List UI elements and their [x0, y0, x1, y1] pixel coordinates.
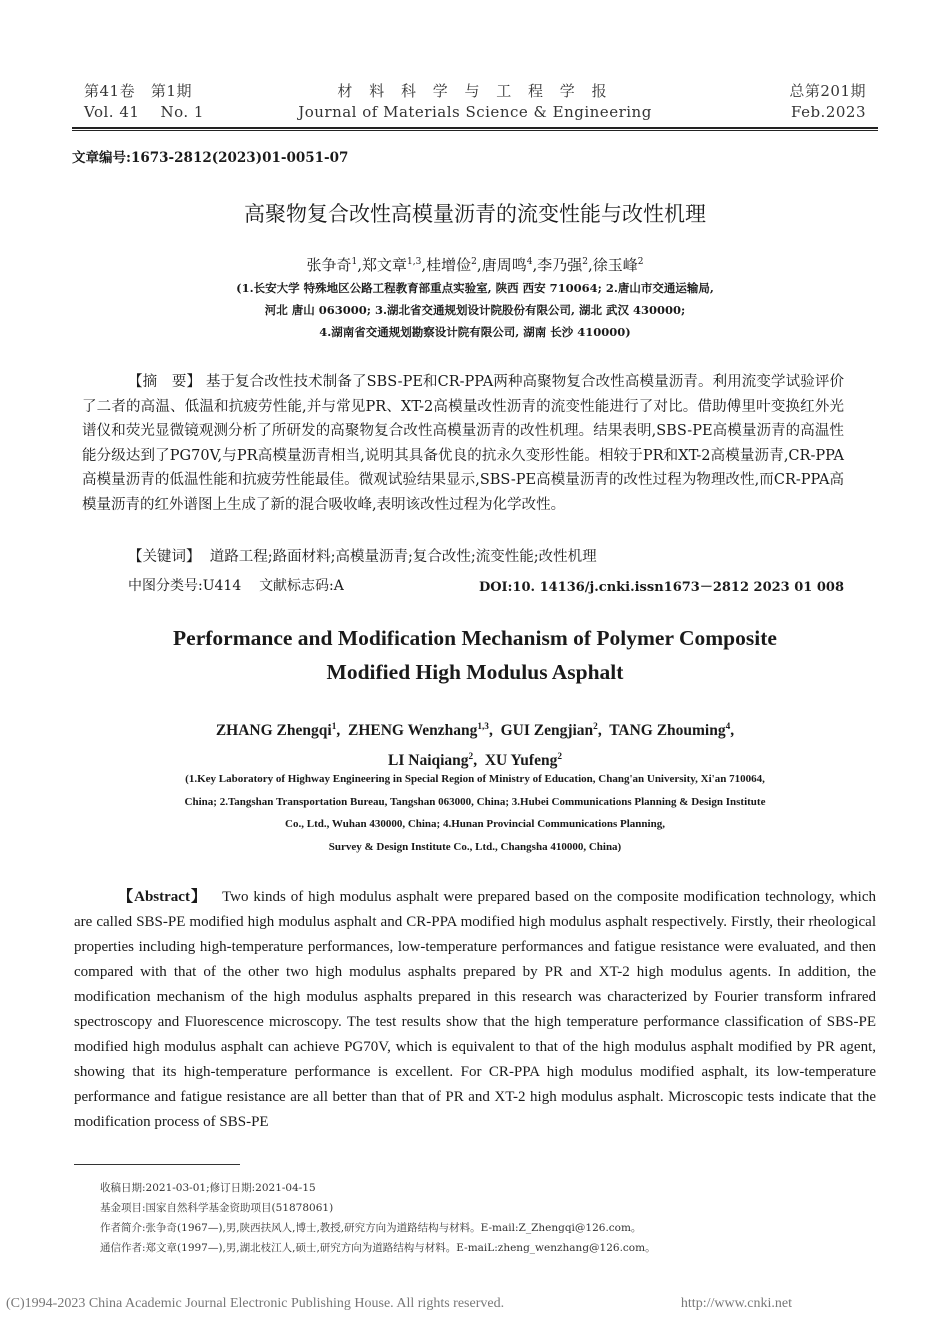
en-affiliation-line: China; 2.Tangshan Transportation Bureau, Tangshan 063000, China; 3.Hubei Communications Planning & Design Institute	[184, 795, 766, 808]
en-author: LI Naiqiang$^2$	[388, 752, 474, 770]
journal-name-en: Journal of Materials Science & Engineering	[298, 103, 652, 121]
footnote-corresponding: 通信作者:郑文章(1997—),男,湖北枝江人,硕士,研究方向为道路结构与材料。E-maiL:zheng_wenzhang@126.com。	[100, 1242, 656, 1254]
en-authors-line: LI Naiqiang$^2$, XU Yufeng$^2$	[388, 752, 562, 770]
en-author: ZHANG Zhengqi$^1$	[215, 722, 337, 740]
cn-affiliation-line: 河北 唐山 063000; 3.湖北省交通规划设计院股份有限公司, 湖北 武汉 430000;	[264, 303, 686, 317]
cn-author: 唐周鸣$^4$	[481, 256, 533, 274]
cn-author: 徐玉峰$^2$	[592, 256, 644, 274]
footnote-fund: 基金项目:国家自然科学基金资助项目(51878061)	[100, 1202, 334, 1214]
clc-line	[128, 575, 344, 595]
cn-keywords-text: 道路工程;路面材料;高模量沥青;复合改性;流变性能;改性机理	[209, 549, 597, 565]
cn-title: 高聚物复合改性高模量沥青的流变性能与改性机理	[244, 202, 706, 226]
cn-authors: 张争奇$^1$,郑文章$^{1,3}$,桂增俭$^2$,唐周鸣$^4$,李乃强$^2$,徐玉峰$^2$	[306, 256, 644, 274]
en-author: TANG Zhouming$^4$	[609, 722, 731, 740]
en-affiliation-line: (1.Key Laboratory of Highway Engineering in Special Region of Ministry of Education, Chang'an University, Xi'an 710064,	[185, 773, 765, 785]
en-title	[0, 621, 950, 689]
footnote-rule	[74, 1164, 240, 1165]
doc-code: 文献标志码:A	[259, 578, 344, 594]
en-title-line: Modified High Modulus Asphalt	[326, 660, 624, 684]
doi: DOI:10. 14136/j.cnki.issn1673－2812 2023 01 008	[478, 580, 844, 595]
en-abstract	[74, 885, 876, 1160]
total-issue-cn: 总第201期	[789, 82, 866, 100]
footnotes	[100, 1178, 870, 1258]
issue-cn: 第1期	[150, 82, 192, 100]
date-en: Feb.2023	[790, 103, 866, 121]
header-rule-thin	[72, 130, 878, 131]
cn-affiliations	[0, 277, 950, 343]
en-author: ZHENG Wenzhang$^{1,3}$	[347, 722, 489, 740]
cn-author: 张争奇$^1$	[306, 256, 358, 274]
en-authors-line: ZHANG Zhengqi$^1$, ZHENG Wenzhang$^{1,3}$, GUI Zengjian$^2$, TANG Zhouming$^4$,	[215, 722, 735, 740]
en-author: GUI Zengjian$^2$	[500, 722, 598, 740]
clc-number: 中图分类号:U414	[128, 578, 242, 594]
en-affiliations	[0, 768, 950, 858]
cn-keywords	[128, 545, 844, 570]
cn-abstract-text: 基于复合改性技术制备了SBS-PE和CR-PPA两种高聚物复合改性高模量沥青。利用流变学试验评价了二者的高温、低温和抗疲劳性能,并与常见PR、XT-2高模量改性沥青的流变性能进行了对比。借助傅里叶变换红外光谱仪和荧光显微镜观测分析了所研发的高聚物复合改性高模量沥青的改性机理。结果表明,SBS-PE高模量沥青的高温性能分级达到了PG70V,与PR高模量沥青相当,说明其具备优良的抗永久变形性能。相较于PR和XT-2高模量沥青,CR-PPA高模量沥青的低温性能和抗疲劳性能最佳。微观试验结果显示,SBS-PE高模量沥青的改性过程为物理改性,而CR-PPA高模量沥青的红外谱图上生成了新的混合吸收峰,表明该改性过程为化学改性。	[82, 374, 845, 513]
cn-author: 桂增俭$^2$	[426, 256, 477, 274]
footnote-received: 收稿日期:2021-03-01;修订日期:2021-04-15	[100, 1182, 316, 1194]
en-affiliation-line: Survey & Design Institute Co., Ltd., Changsha 410000, China)	[328, 840, 622, 853]
en-abstract-label: 【Abstract】	[118, 889, 208, 905]
header-rule-thick	[72, 127, 878, 129]
journal-name-cn: 材 料 科 学 与 工 程 学 报	[337, 82, 613, 100]
volume-en: Vol. 41	[84, 103, 140, 121]
copyright: (C)1994-2023 China Academic Journal Electronic Publishing House. All rights reserved.	[6, 1296, 505, 1311]
cn-author: 郑文章$^{1,3}$	[362, 256, 422, 274]
cn-abstract-label: 【摘 要】	[128, 374, 202, 390]
issue-en: No. 1	[160, 103, 204, 121]
article-id: 文章编号:1673-2812(2023)01-0051-07	[72, 150, 349, 166]
en-abstract-text: Two kinds of high modulus asphalt were prepared based on the composite modification technology, which are called SBS-PE modified high modulus asphalt and CR-PPA modified high modulus asphalt respectively. Firstly, their rheological properties including high-temperature performances, low-temperature performances and fatigue resistance were evaluated, and then compared with that of the other two high modulus asphalts prepared by PR and XT-2 high modulus agents. In addition, the modification mechanism of the high modulus asphalts prepared in this research was characterized by Fourier transform infrared spectroscopy and Fluorescence microscopy. The test results show that the high temperature performance classification of SBS-PE modified high modulus asphalt can achieve PG70V, which is equivalent to that of the high modulus asphalt modified by PR agent, showing that its high-temperature performance is excellent. For CR-PPA high modulus modified asphalt, its low-temperature performance and fatigue resistance are all better than that of PR and XT-2 high modulus asphalt. Microscopic tests indicate that the modification process of SBS-PE	[74, 889, 876, 1130]
footnote-author-bio: 作者简介:张争奇(1967—),男,陕西扶风人,博士,教授,研究方向为道路结构与材料。E-mail:Z_Zhengqi@126.com。	[100, 1222, 642, 1234]
en-affiliation-line: Co., Ltd., Wuhan 430000, China; 4.Hunan Provincial Communications Planning,	[285, 818, 665, 830]
en-author: XU Yufeng$^2$	[484, 752, 562, 770]
en-authors	[0, 714, 950, 774]
en-title-line: Performance and Modification Mechanism of Polymer Composite	[173, 626, 777, 650]
cn-affiliation-line: 4.湖南省交通规划勘察设计院有限公司, 湖南 长沙 410000)	[319, 325, 631, 339]
cn-author: 李乃强$^2$	[537, 256, 588, 274]
cn-keywords-label: 【关键词】	[128, 549, 201, 565]
cn-affiliation-line: (1.长安大学 特殊地区公路工程教育部重点实验室, 陕西 西安 710064; 2.唐山市交通运输局,	[236, 281, 714, 295]
cnki-link[interactable]: http://www.cnki.net	[680, 1296, 792, 1311]
volume-cn: 第41卷	[84, 82, 136, 100]
cn-abstract	[82, 370, 844, 517]
